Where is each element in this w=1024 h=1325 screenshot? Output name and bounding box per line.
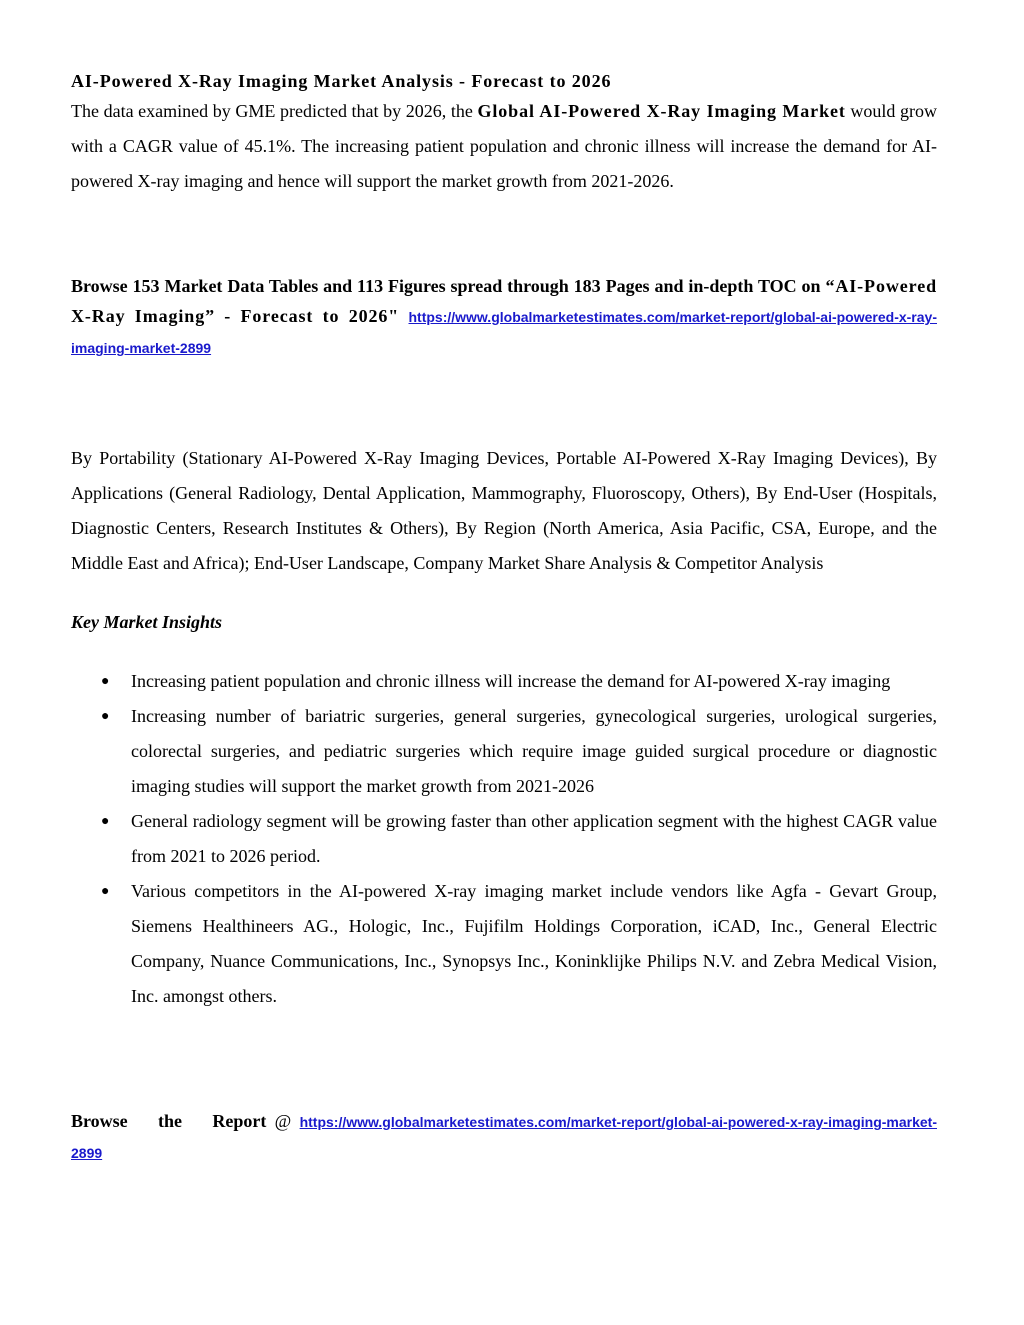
report-link[interactable]: https://www.globalmarketestimates.com/market-report/global-ai-powered-x-ray-imaging-market-2899 — [71, 309, 937, 356]
bullet-icon: ● — [101, 709, 110, 724]
browse-tables-report-name: “AI-Powered X-Ray Imaging” - Forecast to 2026" — [71, 276, 937, 326]
browse-report-label: Browse the Report — [71, 1111, 267, 1131]
document-page — [71, 68, 937, 1168]
insight-text: Increasing patient population and chronic illness will increase the demand for AI-powered X-ray imaging — [131, 671, 891, 691]
market-scope-paragraph: By Portability (Stationary AI-Powered X-Ray Imaging Devices, Portable AI-Powered X-Ray Imaging Devices), By Applications (General Radiology, Dental Application, Mammography, Fluoroscopy, Others), By End-User (Hospitals, Diagnostic Centers, Research Institutes & Others), By Region (North America, Asia Pacific, CSA, Europe, and the Middle East and Africa); End-User Landscape, Company Market Share Analysis & Competitor Analysis — [71, 448, 937, 573]
list-item — [71, 804, 937, 874]
insight-text: Various competitors in the AI-powered X-ray imaging market include vendors like Agfa - Gevart Group, Siemens Healthineers AG., Hologic, Inc., Fujifilm Holdings Corporation, iCAD, Inc., General Electric Company, Nuance Communications, Inc., Synopsys Inc., Koninklijke Philips N.V. and Zebra Medical Vision, Inc. amongst others. — [131, 881, 937, 1006]
key-insights-heading: Key Market Insights — [71, 612, 223, 632]
bullet-icon: ● — [101, 814, 110, 829]
intro-text-end: would grow with a CAGR value of 45.1%. The increasing patient population and chronic illness will increase the demand for AI-powered X-ray imaging and hence will support the market growth from 2021-2026. — [71, 101, 937, 191]
intro-paragraph — [71, 94, 937, 199]
intro-market-name: Global AI-Powered X-Ray Imaging Market — [477, 101, 846, 121]
browse-report-at: @ — [266, 1111, 300, 1131]
bullet-icon: ● — [101, 884, 110, 899]
list-item — [71, 874, 937, 1014]
browse-tables-text: Browse 153 Market Data Tables and 113 Figures spread through 183 Pages and in-depth TOC on — [71, 276, 826, 296]
browse-report-paragraph — [71, 1106, 937, 1168]
list-item — [71, 664, 937, 699]
browse-report-link[interactable]: https://www.globalmarketestimates.com/market-report/global-ai-powered-x-ray-imaging-market-2899 — [71, 1114, 937, 1161]
intro-text-start: The data examined by GME predicted that by 2026, the — [71, 101, 478, 121]
bullet-icon: ● — [101, 674, 110, 689]
browse-tables-paragraph — [71, 271, 937, 363]
list-item — [71, 699, 937, 804]
key-insights-list — [71, 664, 937, 1014]
insight-text: Increasing number of bariatric surgeries, general surgeries, gynecological surgeries, urological surgeries, colorectal surgeries, and pediatric surgeries which require image guided surgical procedure or diagnostic imaging studies will support the market growth from 2021-2026 — [131, 706, 937, 796]
document-title: AI-Powered X-Ray Imaging Market Analysis - Forecast to 2026 — [71, 71, 612, 91]
insight-text: General radiology segment will be growing faster than other application segment with the highest CAGR value from 2021 to 2026 period. — [131, 811, 937, 866]
